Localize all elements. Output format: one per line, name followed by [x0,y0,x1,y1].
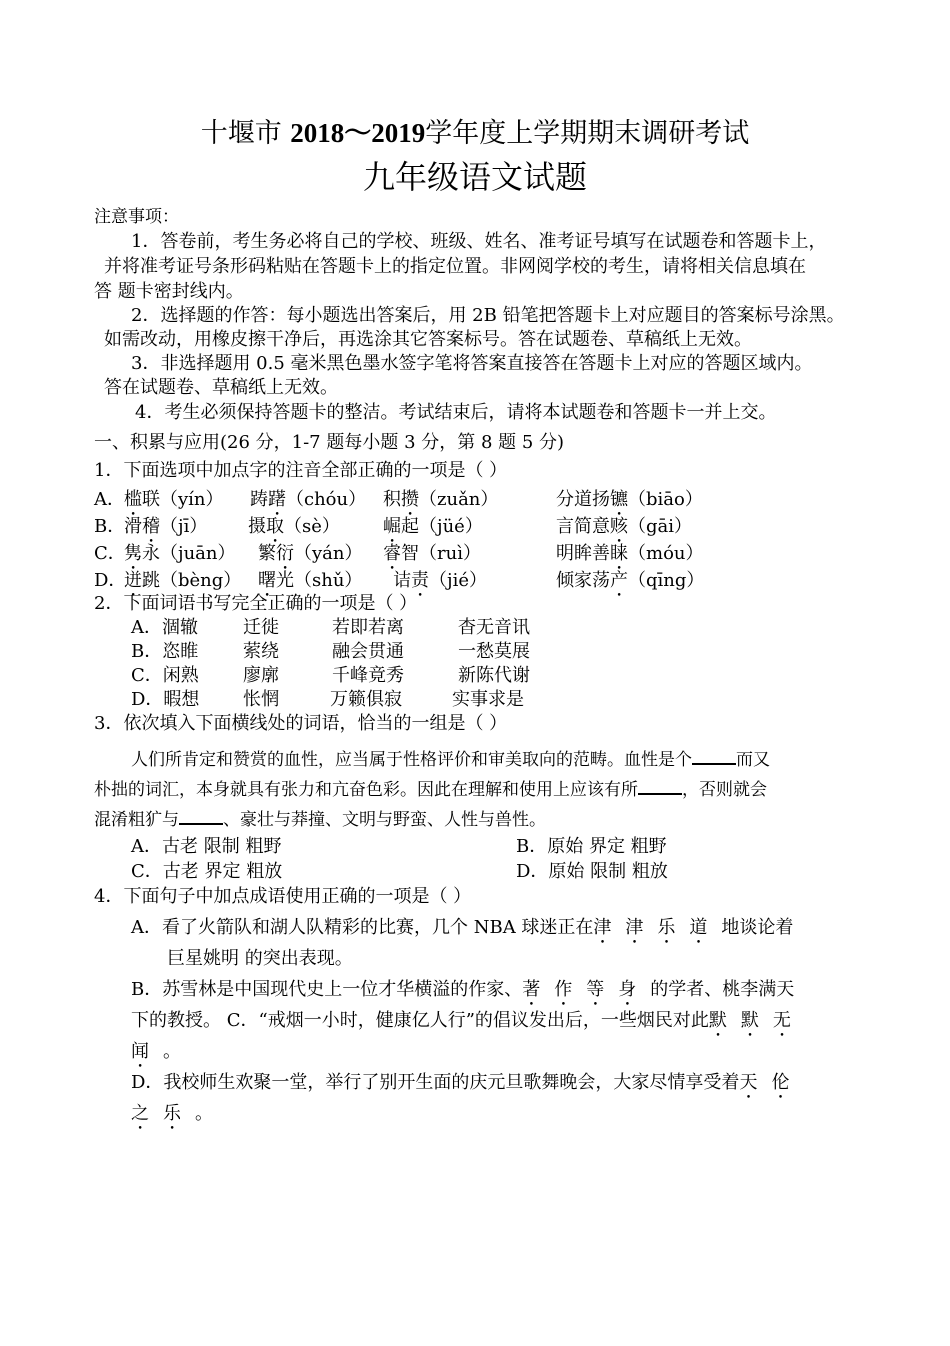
q4-option-d-line-2: 之 乐 。 [131,1103,213,1124]
q2-d-3: 万籁俱寂 [330,689,402,710]
question-3-stem: 3．依次填入下面横线处的词语，恰当的一组是（ ） [94,713,508,734]
q2-b-2: 萦绕 [243,641,279,662]
q2-a-1: A．涸辙 [131,617,198,638]
q3-passage-line-2: 朴拙的词汇，本身就具有张力和亢奋色彩。因此在理解和使用上应该有所 ，否则就会 [94,775,767,801]
q2-a-3: 若即若离 [332,617,404,638]
q3-option-d: D．原始 限制 粗放 [516,861,668,882]
q2-c-3: 千峰竟秀 [332,665,404,686]
notice-item-4: 4．考生必须保持答题卡的整洁。考试结束后，请将本试题卷和答题卡一并上交。 [135,402,777,423]
notice-item-1-line-2: 并将准考证号条形码粘贴在答题卡上的指定位置。非网阅学校的考生，请将相关信息填在 [104,256,806,277]
q2-c-2: 廖廓 [243,665,279,686]
q4-option-a-line-1: A．看了火箭队和湖人队精彩的比赛，几个 NBA 球迷正在津 津 乐 道 地谈论着 [131,917,794,938]
q4-option-bc-line-2: 下的教授。 C．“戒烟一小时，健康亿人行”的倡议发出后，一些烟民对此默 默 无 [131,1010,791,1031]
q2-c-1: C．闲熟 [131,665,199,686]
q1-d-word-4: 倾家荡产（qīng） [556,570,705,591]
q1-d-word-3: 诘责（jié） [393,570,487,591]
q1-c-word-1: 隽永（juān） [124,543,236,564]
q2-d-1: D．暇想 [131,689,200,710]
q3-option-a: A．古老 限制 粗野 [131,836,282,857]
title-years: 2018～2019 [290,118,426,148]
question-1-stem: 1．下面选项中加点字的注音全部正确的一项是（ ） [94,460,508,481]
notice-item-2-line-1: 2．选择题的作答：每小题选出答案后，用 2B 铅笔把答题卡上对应题目的答案标号涂黑。 [131,305,845,326]
q2-a-4: 杳无音讯 [458,617,530,638]
q1-b-word-1: 滑稽（jī） [124,516,208,537]
q1-d-word-1: 迸跳（bèng） [124,570,242,591]
title-city: 十堰市 [200,118,282,149]
q1-c-word-3: 睿智（ruì） [383,543,481,564]
q3-blank-1 [692,745,736,765]
q2-b-1: B．恣睢 [131,641,199,662]
q2-a-2: 迁徙 [243,617,279,638]
notice-item-1-line-3: 答 题卡密封线内。 [94,281,244,302]
notice-item-3-line-2: 答在试题卷、草稿纸上无效。 [104,377,338,398]
q3-blank-3 [179,805,223,825]
notice-heading: 注意事项： [94,207,179,227]
q2-b-4: 一愁莫展 [458,641,530,662]
q4-option-c-line-3: 闻 。 [131,1041,181,1062]
q3-passage-line-3: 混淆粗犷与 、豪壮与莽撞、文明与野蛮、人性与兽性。 [94,805,546,831]
section-heading: 一、积累与应用(26 分，1-7 题每小题 3 分，第 8 题 5 分) [94,432,565,453]
q1-option-c-label: C． [94,543,126,564]
notice-item-3-line-1: 3．非选择题用 0.5 毫米黑色墨水签字笔将答案直接答在答题卡上对应的答题区域内。 [131,353,813,374]
q3-option-c: C．古老 界定 粗放 [131,861,283,882]
notice-item-2-line-2: 如需改动，用橡皮擦干净后，再选涂其它答案标号。答在试题卷、草稿纸上无效。 [104,329,752,350]
q2-b-3: 融会贯通 [332,641,404,662]
q2-d-4: 实事求是 [452,689,524,710]
q4-option-a-line-2: 巨星姚明 的突出表现。 [167,948,353,969]
q1-a-word-4: 分道扬镳（biāo） [556,489,703,510]
exam-subtitle: 九年级语文试题 [362,158,587,196]
question-4-stem: 4．下面句子中加点成语使用正确的一项是（ ） [94,886,472,907]
q2-c-4: 新陈代谢 [458,665,530,686]
q1-d-word-2: 曙光（shǔ） [258,570,363,591]
q1-option-d-label: D． [94,570,127,591]
q1-a-word-3: 积攒（zuǎn） [383,489,499,510]
q1-c-word-2: 繁衍（yán） [258,543,363,564]
q2-d-2: 怅惘 [243,689,279,710]
notice-item-1-line-1: 1．答卷前，考生务必将自己的学校、班级、姓名、准考证号填写在试题卷和答题卡上， [131,231,827,252]
q3-option-b: B．原始 界定 粗野 [516,836,667,857]
q1-option-b-label: B． [94,516,126,537]
q1-option-a-label: A． [94,489,125,510]
q1-a-word-2: 踌躇（chóu） [250,489,367,510]
q4-option-d-line-1: D．我校师生欢聚一堂，举行了别开生面的庆元旦歌舞晚会，大家尽情享受着天 伦 [131,1072,790,1093]
exam-title [0,115,950,152]
q1-c-word-4: 明眸善睐（móu） [556,543,704,564]
q3-blank-2 [638,775,682,795]
q1-b-word-4: 言简意赅（gāi） [556,516,693,537]
question-2-stem: 2．下面词语书写完全正确的一项是（ ） [94,593,418,614]
q3-passage-line-1: 人们所肯定和赞赏的血性，应当属于性格评价和审美取向的范畴。血性是个 而又 [131,745,770,771]
q1-a-word-1: 槛联（yín） [124,489,224,510]
q1-b-word-2: 摄取（sè） [248,516,340,537]
q1-b-word-3: 崛起（jüé） [383,516,483,537]
q4-option-b-line-1: B．苏雪林是中国现代史上一位才华横溢的作家、著 作 等 身 的学者、桃李满天 [131,979,795,1000]
title-rest: 学年度上学期期末调研考试 [425,118,750,149]
